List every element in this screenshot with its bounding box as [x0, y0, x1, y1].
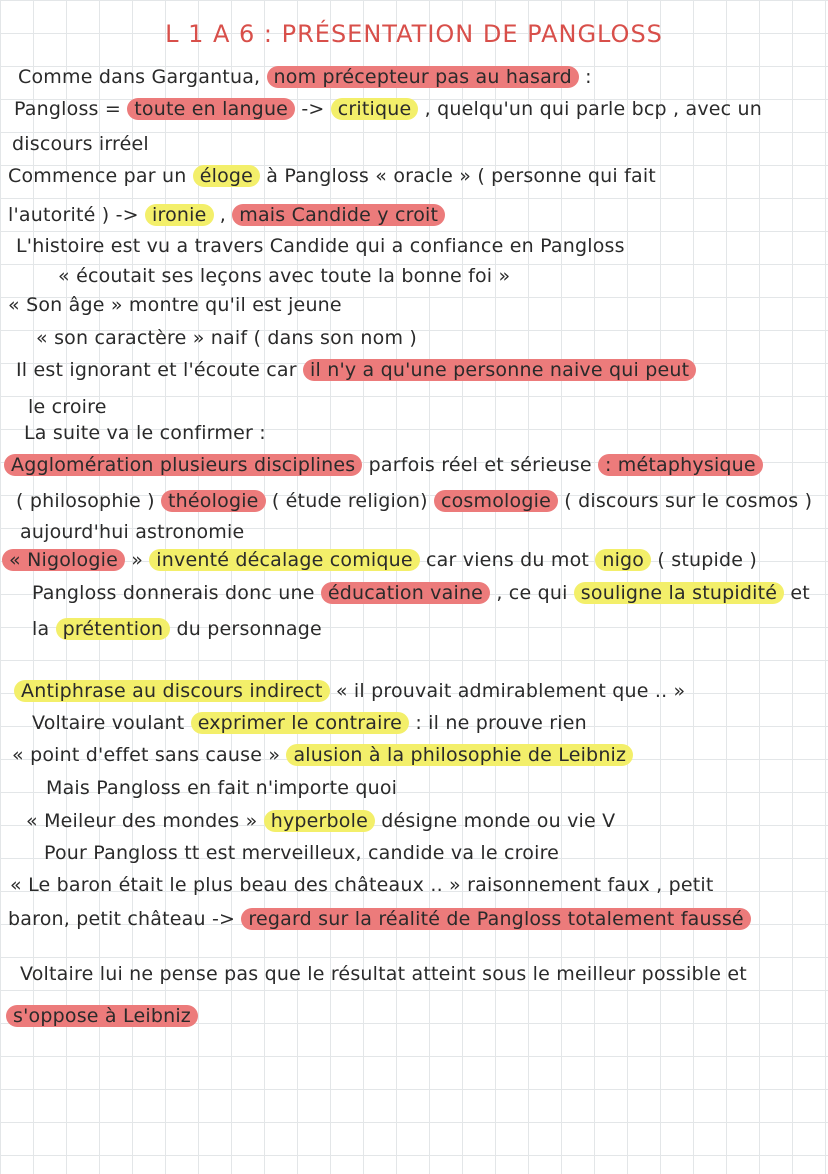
note-line: [8, 292, 342, 318]
yellow-highlight: critique: [331, 98, 419, 120]
red-highlight: toute en langue: [127, 98, 295, 120]
yellow-highlight: ironie: [145, 204, 214, 226]
note-text: : il ne prouve rien: [409, 712, 587, 734]
red-highlight: « Nigologie: [2, 549, 125, 571]
note-line: [18, 64, 592, 90]
note-text: L'histoire est vu a travers Candide qui a confiance en Pangloss: [16, 235, 625, 257]
note-line: [24, 420, 266, 446]
red-highlight: cosmologie: [434, 490, 558, 512]
note-text: l'autorité ) ->: [8, 204, 145, 226]
note-line: [58, 263, 510, 289]
note-text: :: [578, 66, 592, 88]
note-line: [8, 202, 445, 228]
red-highlight: Agglomération plusieurs disciplines: [4, 454, 362, 476]
note-line: [32, 710, 587, 736]
note-line: [32, 616, 322, 642]
note-text: le croire: [28, 396, 107, 418]
note-text: Pour Pangloss tt est merveilleux, candide va le croire: [44, 842, 560, 864]
red-highlight: mais Candide y croit: [232, 204, 445, 226]
note-text: Commence par un: [8, 165, 193, 187]
red-highlight: il n'y a qu'une personne naive qui peut: [303, 359, 696, 381]
red-highlight: nom précepteur pas au hasard: [267, 66, 579, 88]
note-text: discours irréel: [12, 133, 149, 155]
note-line: [16, 233, 625, 259]
yellow-highlight: éloge: [193, 165, 260, 187]
note-text: Voltaire lui ne pense pas que le résultat atteint sous le meilleur possible et: [20, 963, 747, 985]
note-text: parfois réel et sérieuse: [362, 454, 598, 476]
note-text: ( stupide ): [651, 549, 757, 571]
note-text: Comme dans Gargantua,: [18, 66, 267, 88]
note-text: ( philosophie ): [16, 490, 162, 512]
yellow-highlight: alusion à la philosophie de Leibniz: [286, 744, 633, 766]
note-line: [20, 519, 244, 545]
note-line: [8, 906, 751, 932]
note-text: »: [124, 549, 150, 571]
note-text: la: [32, 618, 56, 640]
note-text: , ce qui: [490, 582, 574, 604]
note-text: « son caractère » naif ( dans son nom ): [36, 327, 418, 349]
note-text: Mais Pangloss en fait n'importe quoi: [46, 777, 398, 799]
page-title: L 1 A 6 : PRÉSENTATION DE PANGLOSS: [165, 20, 663, 48]
note-text: ( discours sur le cosmos ): [558, 490, 813, 512]
note-line: [4, 452, 763, 478]
note-line: [14, 96, 762, 122]
note-text: Pangloss =: [14, 98, 128, 120]
yellow-highlight: nigo: [595, 549, 651, 571]
red-highlight: éducation vaine: [321, 582, 490, 604]
note-text: « écoutait ses leçons avec toute la bonne foi »: [58, 265, 511, 287]
note-text: ->: [295, 98, 331, 120]
red-highlight: s'oppose à Leibniz: [6, 1005, 198, 1027]
note-line: [12, 131, 149, 157]
note-text: Il est ignorant et l'écoute car: [16, 359, 303, 381]
note-text: « point d'effet sans cause »: [12, 744, 287, 766]
yellow-highlight: hyperbole: [264, 810, 375, 832]
note-line: [16, 357, 696, 383]
note-text: et: [784, 582, 810, 604]
red-highlight: : métaphysique: [598, 454, 763, 476]
red-highlight: théologie: [161, 490, 266, 512]
note-text: « Meileur des mondes »: [26, 810, 264, 832]
note-text: désigne monde ou vie V: [375, 810, 616, 832]
note-text: car viens du mot: [419, 549, 596, 571]
note-line: [20, 961, 747, 987]
note-text: ,: [213, 204, 233, 226]
note-text: aujourd'hui astronomie: [20, 521, 245, 543]
note-text: « Le baron était le plus beau des châteaux .. » raisonnement faux , petit: [10, 874, 714, 896]
note-text: La suite va le confirmer :: [24, 422, 266, 444]
note-text: baron, petit château ->: [8, 908, 242, 930]
yellow-highlight: Antiphrase au discours indirect: [14, 680, 330, 702]
note-text: ( étude religion): [265, 490, 434, 512]
note-text: « Son âge » montre qu'il est jeune: [8, 294, 342, 316]
note-line: [36, 325, 417, 351]
note-line: [8, 163, 656, 189]
note-line: [12, 742, 633, 768]
note-line: [2, 547, 757, 573]
note-line: [16, 488, 812, 514]
note-line: [14, 678, 685, 704]
note-text: « il prouvait admirablement que .. »: [329, 680, 686, 702]
note-line: [46, 775, 397, 801]
note-line: [28, 394, 107, 420]
note-line: [44, 840, 559, 866]
note-line: [26, 808, 615, 834]
note-text: à Pangloss « oracle » ( personne qui fait: [260, 165, 656, 187]
note-text: du personnage: [170, 618, 322, 640]
note-line: [6, 1003, 198, 1029]
red-highlight: regard sur la réalité de Pangloss totalement faussé: [241, 908, 750, 930]
note-line: [10, 872, 714, 898]
yellow-highlight: exprimer le contraire: [191, 712, 409, 734]
yellow-highlight: prétention: [56, 618, 171, 640]
note-text: Voltaire voulant: [32, 712, 191, 734]
note-line: [32, 580, 810, 606]
note-text: Pangloss donnerais donc une: [32, 582, 321, 604]
note-text: , quelqu'un qui parle bcp , avec un: [418, 98, 763, 120]
yellow-highlight: souligne la stupidité: [574, 582, 784, 604]
yellow-highlight: inventé décalage comique: [149, 549, 419, 571]
